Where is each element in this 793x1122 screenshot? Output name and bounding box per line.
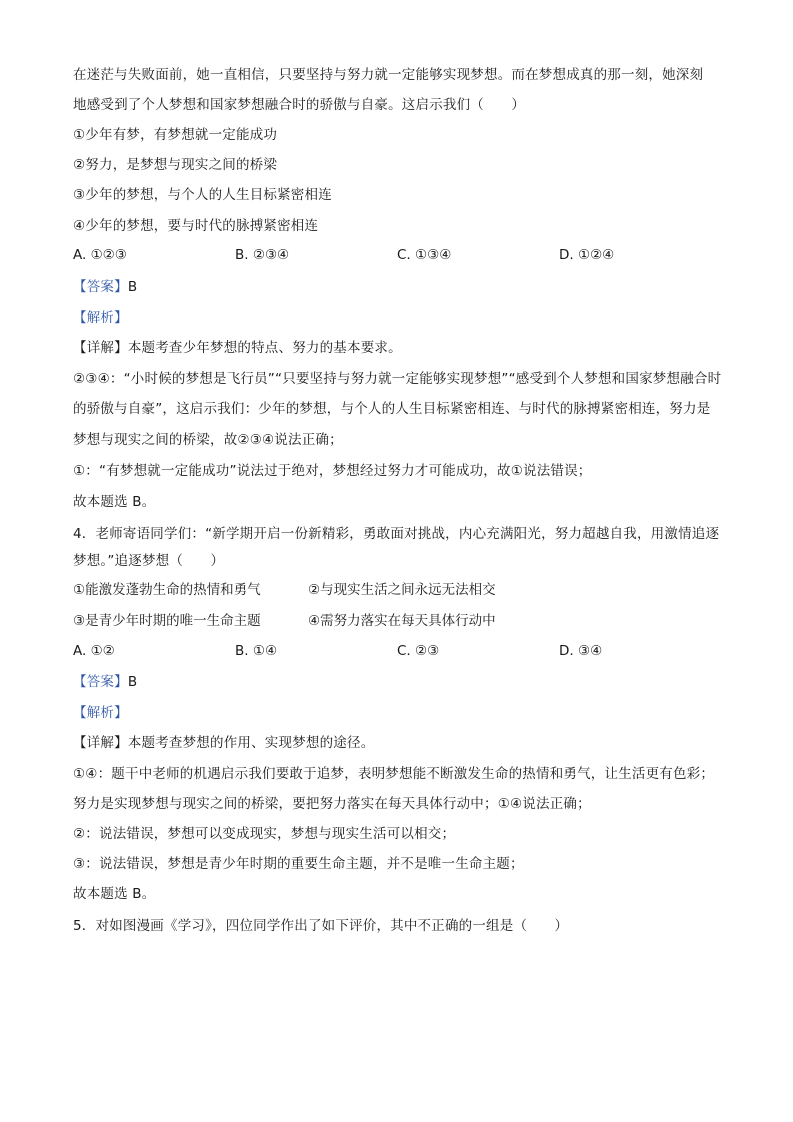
q3-option-a: A. ①②③: [73, 247, 127, 263]
q4-explain-line-4: ③：说法错误，梦想是青少年时期的重要生命主题，并不是唯一生命主题；: [73, 856, 524, 872]
analysis-label: 【解析】: [73, 310, 128, 326]
q3-statement-1: ①少年有梦，有梦想就一定能成功: [73, 127, 278, 143]
q5-stem: 5．对如图漫画《学习》，四位同学作出了如下评价，其中不正确的一组是（ ）: [73, 918, 569, 934]
detail-text: 本题考查梦想的作用、实现梦想的途径。: [127, 735, 375, 751]
q4-option-b: B. ①④: [235, 643, 278, 659]
q3-answer: [73, 278, 733, 296]
q4-explain-line-1: ①④：题干中老师的机遇启示我们要敢于追梦，表明梦想能不断激发生命的热情和勇气，让生活更有色彩；: [73, 766, 715, 782]
q4-option-d: D. ③④: [559, 643, 603, 659]
q3-explain-line-2: 的骄傲与自豪”，这启示我们：少年的梦想，与个人的人生目标紧密相连、与时代的脉搏紧密相连，努力是: [73, 401, 711, 417]
q4-stem-line-1: 4．老师寄语同学们：“新学期开启一份新精彩，勇敢面对挑战，内心充满阳光，努力超越自我，用激情追逐: [73, 526, 720, 542]
q4-explain-line-2: 努力是实现梦想与现实之间的桥梁，要把努力落实在每天具体行动中；①④说法正确；: [73, 796, 591, 812]
q3-explain-line-5: 故本题选 B。: [73, 494, 156, 510]
q3-statement-3: ③少年的梦想，与个人的人生目标紧密相连: [73, 187, 332, 203]
q3-stem-line-2: 地感受到了个人梦想和国家梦想融合时的骄傲与自豪。这启示我们（ ）: [73, 97, 526, 113]
q3-explain-line-3: 梦想与现实之间的桥梁，故②③④说法正确；: [73, 432, 343, 448]
q3-statement-2: ②努力，是梦想与现实之间的桥梁: [73, 157, 278, 173]
q4-stem-line-2: 梦想。”追逐梦想（ ）: [73, 553, 225, 569]
q4-answer: [73, 673, 733, 691]
q3-analysis: [73, 309, 733, 327]
q4-option-a: A. ①②: [73, 643, 115, 659]
q4-statement-3: ③是青少年时期的唯一生命主题: [73, 613, 261, 629]
q4-explain-line-3: ②：说法错误，梦想可以变成现实，梦想与现实生活可以相交；: [73, 826, 456, 842]
q3-option-d: D. ①②④: [559, 247, 615, 263]
q3-statement-4: ④少年的梦想，要与时代的脉搏紧密相连: [73, 218, 319, 234]
answer-value: B: [127, 674, 138, 690]
detail-label: 【详解】: [73, 735, 128, 751]
detail-text: 本题考查少年梦想的特点、努力的基本要求。: [127, 340, 402, 356]
q3-option-b: B. ②③④: [235, 247, 290, 263]
q4-analysis: [73, 704, 733, 722]
answer-label: 【答案】: [73, 674, 128, 690]
analysis-label: 【解析】: [73, 705, 128, 721]
detail-label: 【详解】: [73, 340, 128, 356]
answer-label: 【答案】: [73, 279, 128, 295]
q3-detail: [73, 339, 733, 357]
q3-option-c: C. ①③④: [397, 247, 452, 263]
q4-explain-line-5: 故本题选 B。: [73, 886, 156, 902]
q3-explain-line-4: ①：“有梦想就一定能成功”说法过于绝对，梦想经过努力才可能成功，故①说法错误；: [73, 463, 592, 479]
q3-explain-line-1: ②③④：“小时候的梦想是飞行员”“只要坚持与努力就一定能够实现梦想”“感受到个人梦想和国家梦想融合时: [73, 371, 722, 387]
q4-detail: [73, 734, 733, 752]
q4-option-c: C. ②③: [397, 643, 440, 659]
q4-statement-2: ②与现实生活之间永远无法相交: [308, 582, 496, 598]
q4-statement-4: ④需努力落实在每天具体行动中: [308, 613, 496, 629]
answer-value: B: [127, 279, 138, 295]
q4-statement-1: ①能激发蓬勃生命的热情和勇气: [73, 582, 261, 598]
q3-stem-line-1: 在迷茫与失败面前，她一直相信，只要坚持与努力就一定能够实现梦想。而在梦想成真的那一刻，她深刻: [73, 67, 704, 83]
